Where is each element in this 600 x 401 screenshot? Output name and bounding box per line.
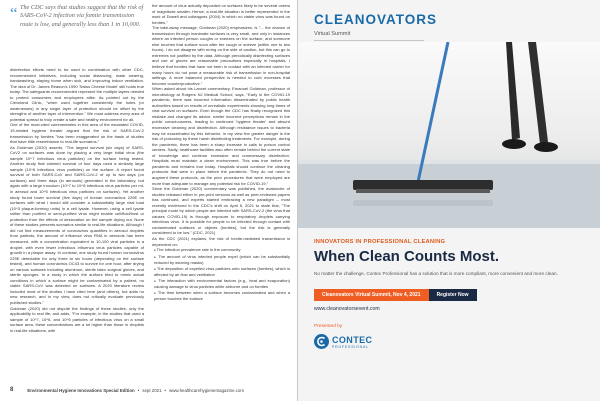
article-paragraph: The take-away message, Goldman (2020) emphasizes, is "... the chance of transmission through inanimate surfaces is very small, and only in instances where an infected person coughs or sneezes on the surface, and someone else touches that surface soon after the cough or sneeze (within one to two hours). I do not disagree with erring on the side of caution, but this can go to extremes not justified by the data. Although periodically disinfecting surfaces and use of gloves are reasonable precautions especially in hospitals, I believe that fomites that have not been in contact with an infected carrier for many hours do not pose a measurable risk of transmission in non-hospital settings. A more balanced perspective is needed to curb excesses that become counterproductive." — [152, 25, 290, 86]
ad-body-text: No matter the challenge, Contec Professional has a solution that is more compliant, more convenient and more clean. — [314, 271, 558, 276]
article-page — [0, 0, 298, 401]
advertisement-page — [298, 0, 600, 401]
contec-logo-icon — [314, 334, 329, 349]
event-date-button[interactable]: Cleanovators Virtual Summit, Nov 4, 2021 — [314, 289, 429, 301]
list-item: ● The infection prevalence rate in the community — [154, 247, 290, 254]
logo-name: CONTEC — [332, 334, 373, 345]
article-paragraph: the amount of virus actually deposited on surfaces likely to be several orders of magnitude smaller. Hence, a real-life situation is better represented in the work of Dowell and colleagues (2004) in which no viable virus was found on fomites." — [152, 3, 290, 25]
cta-bar — [314, 289, 477, 301]
article-paragraph: As Goldman (2020) asserts, "The largest survival (six days) of SARS-CoV2 on surfaces was done by placing a very large initial virus (the sample 10^7 infectious virus particles) on the surface being tested. Another study that claimed survival of four days used a similarly large sample (10^6 infectious virus particles) on the surface. A report found survival of both SARS-CoV and SARS-CoV-2 of up to two days (on surfaces) and three days (in aerosols) generated in the laboratory, but again with a large inoculum (10^7 to 10^8 infectious virus particles per mL in aerosol and 10^5 infectious virus particles on surfaces). Yet another study found lower survival (five days) of human coronavirus 229E on surfaces with what I would still consider a substantially large viral load (10^3 plaque-forming units) in a cell lysate. However, using a cell lysate rather than purified or semi-purified virus might enable cell/fluid/host or protection from the effects of desiccation on the sample drying out. None of these studies presents scenarios similar to real-life situations. Although I did not find measurements of coronavirus quantities in aerosol droplets from patients, the amount of influenza virus RNA in aerosols has been measured, with a concentration equivalent to 10-100 viral particles in a droplet, with even fewer infectious influenza virus particles capable of growth in a plaque assay. In contrast, one study found human coronavirus 229E detectable for only three to six hours (depending on the surface tested), and human coronavirus OC43 to survive for one hour, after drying on various surfaces including aluminum, sterile latex surgical gloves, and sterile sponges. In a study in which the authors tried to mimic actual conditions in which a surface might be contaminated by a patient, no viable SARS-CoV was detected on surfaces. A 2020 literature review included most of the studies I have cited here (and others), but adds no new research, and in my view, does not critically evaluate previously published studies." — [10, 144, 144, 305]
register-button[interactable]: Register Now — [429, 289, 477, 301]
publication-title: Environmental Hygiene Innovations Special Edition — [27, 387, 135, 393]
list-item: ● The amount of virus infected people expel (which can be substantially reduced by wearing masks) — [154, 254, 290, 266]
risk-factor-list — [152, 247, 290, 302]
website-link[interactable]: www.healthcarehygienemagazine.com — [169, 387, 245, 393]
list-item: ● The deposition of expelled virus particles onto surfaces (fomites), which is affected by air flow and ventilation — [154, 266, 290, 278]
article-paragraph: Since the Goldman (2020) commentary was published, the avalanche of studies released either in pre-print versions as well as peer-reviewed papers has continued, and experts started embracing a new paradigm -- most recently evidenced in the CDC's shift on April 5, 2021 to state that, "The principal mode by which people are infected with SARS-CoV-2 (the virus that causes COVID-19) is through exposure to respiratory droplets carrying infectious virus. It is possible for people to be infected through contact with contaminated surfaces or objects (fomites), but the risk is generally considered to be low." (CDC, 2021) — [152, 186, 290, 236]
article-paragraph: One of the most-cited commentaries in this area of the escalated COVID-19-related hygiene theater argued that the risk of SARS-CoV-2 transmission by fomites "has been exaggerated on the basis of studies that have little resemblance to real-life scenarios." — [10, 122, 144, 145]
pullquote — [10, 4, 144, 64]
issue-date: sept 2021 — [142, 387, 162, 393]
list-item: ● The time between when a surface becomes contaminated and when a person touches the surface — [154, 290, 290, 302]
logo-subtitle: PROFESSIONAL — [332, 344, 369, 349]
ad-photo — [298, 42, 600, 228]
presented-by-label: Presented by — [314, 324, 343, 329]
ad-headline: When Clean Counts Most. — [314, 248, 499, 265]
page-footer: 8 Environmental Hygiene Innovations Special Edition • sept 2021 • www.healthcarehygienemagazine.com — [10, 387, 245, 393]
quote-icon: “ — [10, 4, 18, 23]
article-column-right — [152, 3, 290, 381]
page-number: 8 — [10, 387, 14, 393]
mop-cleaning-illustration — [298, 42, 600, 228]
divider — [314, 40, 424, 41]
ad-kicker: INNOVATORS IN PROFESSIONAL CLEANING — [314, 239, 446, 245]
article-column-left — [10, 67, 144, 381]
list-item: ● The interaction with environmental factors (e.g., heat and evaporation) causing damage to virus particles while airborne and on fomites — [154, 278, 290, 290]
article-paragraph: Goldman (2020) did not dispute the findings of these studies, only the applicability to real life, and adds, "For example, in the studies that used a sample of 10^7, 10^6, and 10^5 particles of infectious virus on a small surface area, these concentrations are a lot higher than those in droplets in real-life situations, with — [10, 305, 144, 333]
article-paragraph: As the CDC (2021) explains, the risk of fomite-mediated transmission is dependent on: — [152, 235, 290, 247]
event-brand: CLEANOVATORS — [314, 12, 438, 27]
article-paragraph: disinfection efforts need to be used in combination with other CDC-recommended initiatives, including social distancing, mask wearing, handwashing, staying home when sick, and improving indoor ventilation. The idea of Dr. James Reason's 1990 'Swiss Cheese Model' still holds true today. The safeguards recommended represent the multiple layers needed to protect consumers and employees alike. As pointed out by the Cleveland Clinic, "when used together consistently the holes (or weaknesses) in any single layer of protection should be offset by the strengths of another layer of intervention." We must address every area of potential spread to truly create a safe and healthy environment for all. — [10, 67, 144, 122]
event-url-link[interactable]: www.cleanovatorsevent.com — [314, 306, 380, 312]
event-subtitle: Virtual Summit — [314, 31, 351, 37]
contec-logo — [314, 334, 372, 349]
pullquote-text: The CDC says that studies suggest that the risk of SARS-CoV-2 infection via fomite transmission route is low, and generally less than 1 in 10,000. — [20, 4, 144, 28]
article-paragraph: When asked about his Lancet commentary, Emanuel Goldman, professor of microbiology at Rutgers NJ Medical School, says, "Early in the COVID-19 pandemic, there was incorrect information disseminated by public health authorities based on results of unrealistic experiments showing long times of viral survival on surfaces. Even though the CDC has finally recognized this mistake and changed its advice, earlier incorrect perceptions remain in the public consciousness, leading to continued 'hygiene theater' and absurd excessive cleaning and disinfection. Although resistance issues to bacteria may be exacerbated by this behavior, in my view the greater danger is the risk of poisoning by these harsh disinfecting treatments. For example, during the pandemic, there has been a sharp increase in calls to poison control centers. Sadly, healthcare facilities also often remain behind the current state of knowledge and continue excessive and unnecessary disinfection. Hospitals must maintain a clean environment. This was true before the pandemic and remains true today. Hospitals should continue the cleaning protocols that were in place before the pandemic. They do not need to augment these protocols, as the prior procedures that were employed are more than adequate to manage any potential risk for COVID-19." — [152, 86, 290, 186]
